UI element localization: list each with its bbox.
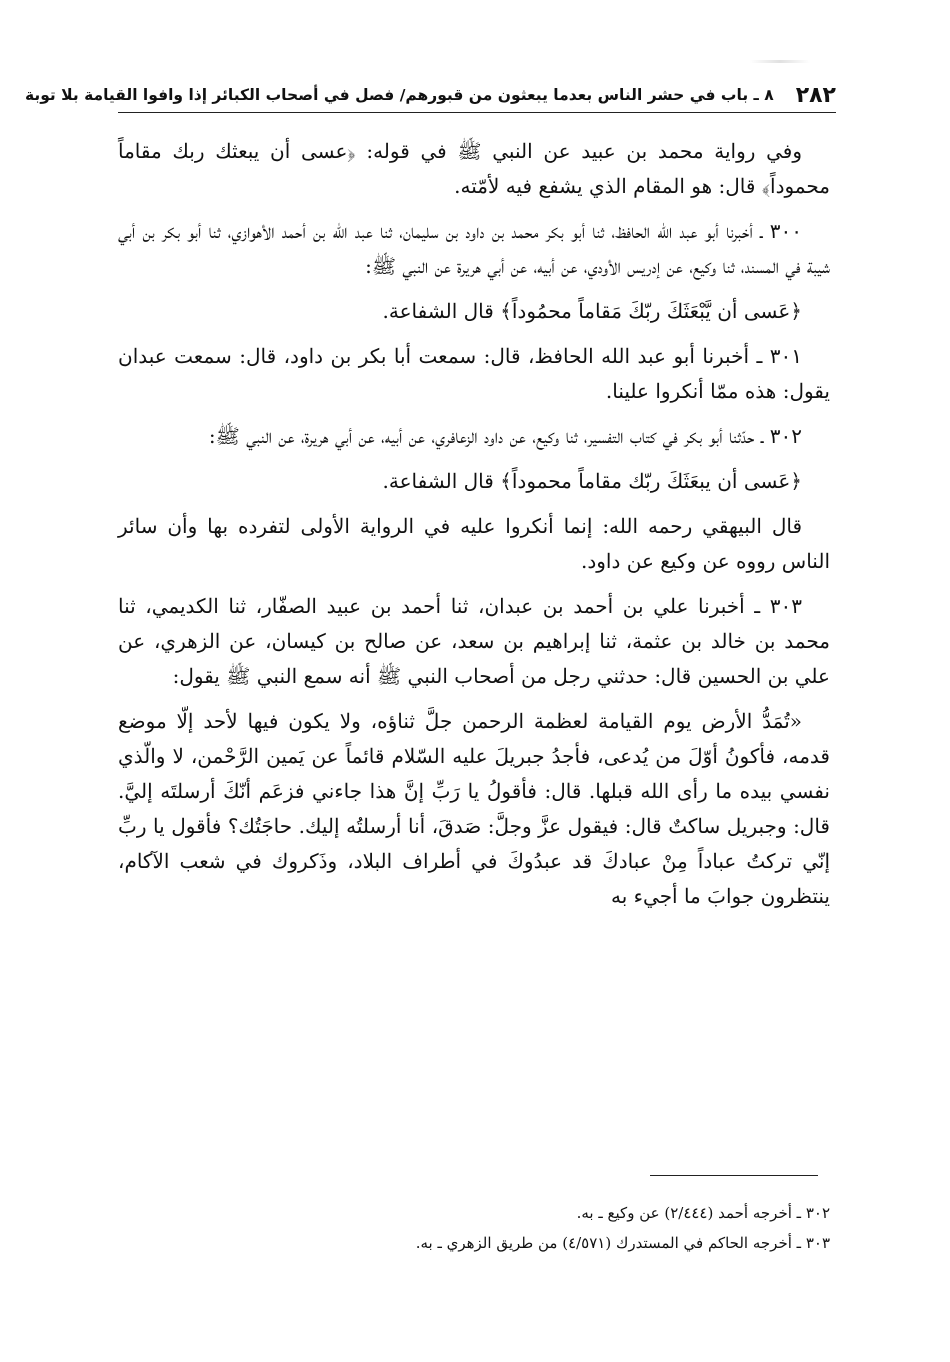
footnote-303: ٣٠٣ ـ أخرجه الحاكم في المستدرك (٤/٥٧١) من طريق الزهري ـ به. <box>415 1234 830 1252</box>
hadith-303: ٣٠٣ ـ أخبرنا علي بن أحمد بن عبدان، ثنا أحمد بن عبيد الصفّار، ثنا الكديمي، ثنا محمد بن خالد بن عثمة، ثنا إبراهيم بن سعد، عن صالح بن كيسان، عن الزهري، عن علي بن الحسين قال: حدثني رجل من أصحاب النبي ﷺ أنه سمع النبي ﷺ يقول: <box>118 594 830 688</box>
hadith-text: «تُمَدُّ الأرض يوم القيامة لعظمة الرحمن جلَّ ثناؤه، ولا يكون فيها لأحد إلّا موضع قدمه، فأكونُ أوّلَ من يُدعى، فأجدُ جبريلَ عليه السّلام قائماً عن يَمين الرَّحْمن، لا والّذي نفسي بيده ما رأى الله قبلها. قال: فأقولُ يا رَبِّ إنَّ هذا جاءني فزعَم أنّكَ أرسلتَه إليَّ. قال: وجبريل ساكتٌ قال: فيقول عزَّ وجلَّ: صَدقَ، أنا أرسلتُه إليك. حاجَتُك؟ فأقول يا ربِّ إنّي تركتُ عباداً مِنْ عبادكَ قد عبدُوكَ في أطراف البلاد، وذَكروك في شعب الآكام، ينتظرون جوابَ ما أجيء به <box>118 709 831 908</box>
chapter-title: ٨ ـ باب في حشر الناس بعدما يبعثون من قبورهم/ فصل في أصحاب الكبائر إذا وافوا القيامة بلا توبة <box>24 86 774 104</box>
hadith-301: ٣٠١ ـ أخبرنا أبو عبد الله الحافظ، قال: سمعت أبا بكر بن داود، قال: سمعت عبدان يقول: هذه ممّا أنكروا علينا. <box>118 344 830 403</box>
footnote-302: ٣٠٢ ـ أخرجه أحمد (٢/٤٤٤) عن وكيع ـ به. <box>576 1204 830 1222</box>
footnote-divider <box>650 1175 818 1176</box>
bayhaqi-comment: قال البيهقي رحمه الله: إنما أنكروا عليه في الرواية الأولى لتفرده بها وأن سائر الناس رووه عن وكيع عن داود. <box>118 514 830 573</box>
footnotes <box>118 1198 830 1258</box>
hadith-302: ٣٠٢ ـ حدّثنا أبو بكر في كتاب التفسير، ثنا وكيع، عن داود الزعافري، عن أبيه، عن أبي هريرة، عن النبي ﷺ: <box>208 424 802 448</box>
hadith-300: ٣٠٠ ـ أخبرنا أبو عبد الله الحافظ، ثنا أبو بكر محمد بن داود بن سليمان، ثنا عبد الله بن أحمد الأهوازي، ثنا أبو بكر بن أبي شيبة في المسند، ثنا وكيع، عن إدريس الأودي، عن أبيه، عن أبي هريرة عن النبي ﷺ: <box>118 219 830 278</box>
quran-quote: ﴿عَسى أن يَّبْعَثَكَ ربّكَ مَقاماً محمُوداً﴾ قال الشفاعة. <box>382 299 802 323</box>
quran-quote: ﴿عَسى أن يبعَثَكَ ربّك مقاماً محموداً﴾ قال الشفاعة. <box>382 469 802 493</box>
main-text <box>118 134 830 924</box>
running-header <box>24 78 836 113</box>
scan-artifact <box>750 60 810 63</box>
paragraph: وفي رواية محمد بن عبيد عن النبي ﷺ في قوله: ﴿عسى أن يبعثك ربك مقاماً محموداً﴾ قال: هو المقام الذي يشفع فيه لأمّته. <box>118 139 830 198</box>
page-number: ٢٨٢ <box>795 82 836 108</box>
